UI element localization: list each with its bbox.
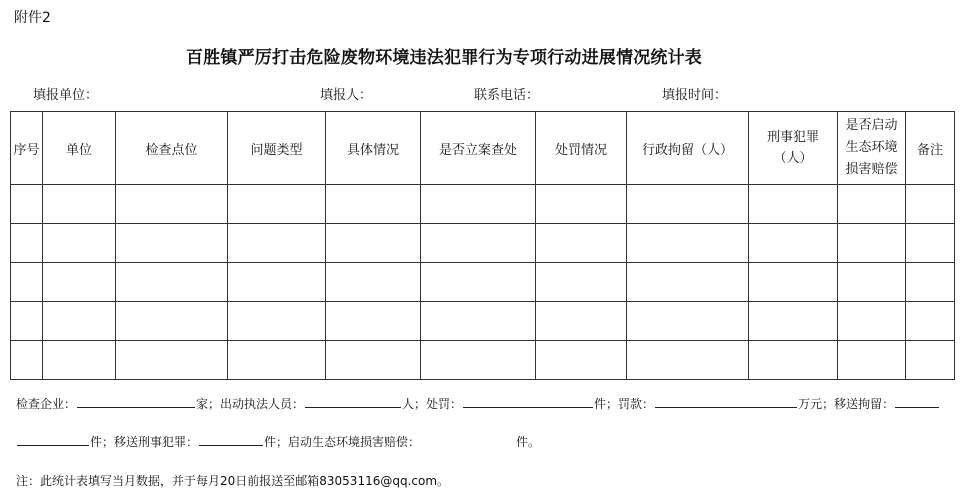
header-eco-line2: 生态环境 [845,140,898,155]
table-cell[interactable] [228,341,326,380]
table-cell[interactable] [749,263,838,302]
transfer-criminal-blank[interactable] [199,433,263,446]
table-cell[interactable] [228,185,326,224]
table-cell[interactable] [326,341,421,380]
table-cell[interactable] [11,224,43,263]
header-criminal-line1: 刑事犯罪 [766,130,819,145]
table-cell[interactable] [749,341,838,380]
table-cell[interactable] [838,302,906,341]
table-cell[interactable] [906,185,955,224]
footer-line-1 [16,395,940,412]
table-cell[interactable] [116,302,228,341]
table-cell[interactable] [749,224,838,263]
header-unit: 单位 [43,112,116,185]
eco-compensation-label: 件；启动生态环境损害赔偿： [264,435,421,449]
table-cell[interactable] [627,263,749,302]
table-cell[interactable] [838,341,906,380]
page-title: 百胜镇严厉打击危险废物环境违法犯罪行为专项行动进展情况统计表 [186,48,702,68]
table-cell[interactable] [11,341,43,380]
statistics-table [10,111,955,380]
header-problem-type: 问题类型 [228,112,326,185]
table-cell[interactable] [326,185,421,224]
transfer-detention-blank-cont[interactable] [17,433,89,446]
table-cell[interactable] [43,185,116,224]
table-cell[interactable] [11,263,43,302]
inspected-companies-label: 检查企业： [16,397,77,411]
enforcement-staff-blank[interactable] [305,395,401,408]
table-header-row [11,112,955,185]
fine-label: 件；罚款： [594,397,655,411]
table-cell[interactable] [326,302,421,341]
table-cell[interactable] [627,224,749,263]
table-cell[interactable] [906,263,955,302]
table-cell[interactable] [116,263,228,302]
header-inspection-point: 检查点位 [116,112,228,185]
table-cell[interactable] [421,185,536,224]
table-cell[interactable] [43,341,116,380]
header-details: 具体情况 [326,112,421,185]
header-case-filed: 是否立案查处 [421,112,536,185]
footer-line-2 [16,433,540,450]
table-row [11,302,955,341]
eco-compensation-unit: 件。 [516,435,541,449]
table-cell[interactable] [43,302,116,341]
attachment-label: 附件2 [14,10,51,26]
table-row [11,263,955,302]
inspected-companies-blank[interactable] [77,395,195,408]
header-remarks: 备注 [906,112,955,185]
table-cell[interactable] [838,263,906,302]
penalty-label: 人；处罚： [402,397,463,411]
fine-blank[interactable] [655,395,797,408]
table-cell[interactable] [43,224,116,263]
table-cell[interactable] [838,224,906,263]
table-cell[interactable] [116,224,228,263]
table-cell[interactable] [749,302,838,341]
unit-label: 填报单位： [33,88,99,103]
table-cell[interactable] [421,302,536,341]
table-cell[interactable] [906,341,955,380]
table-cell[interactable] [536,263,627,302]
table-cell[interactable] [11,185,43,224]
table-row [11,224,955,263]
transfer-criminal-label: 件；移送刑事犯罪： [90,435,199,449]
footer-note: 注：此统计表填写当月数据，并于每月20日前报送至邮箱83053116@qq.com。 [16,474,450,488]
table-cell[interactable] [906,224,955,263]
table-cell[interactable] [228,302,326,341]
transfer-detention-label: 万元；移送拘留： [798,397,895,411]
table-cell[interactable] [536,302,627,341]
table-cell[interactable] [536,224,627,263]
enforcement-staff-label: 家；出动执法人员： [196,397,305,411]
table-cell[interactable] [326,263,421,302]
table-cell[interactable] [43,263,116,302]
table-cell[interactable] [627,185,749,224]
table-row [11,185,955,224]
header-administrative-detention: 行政拘留（人） [627,112,749,185]
reporter-label: 填报人： [320,88,373,103]
header-serial: 序号 [11,112,43,185]
transfer-detention-blank[interactable] [895,395,939,408]
table-cell[interactable] [421,224,536,263]
table-cell[interactable] [11,302,43,341]
table-cell[interactable] [326,224,421,263]
report-time-label: 填报时间： [662,88,728,103]
table-cell[interactable] [627,341,749,380]
table-cell[interactable] [421,341,536,380]
table-cell[interactable] [421,263,536,302]
header-eco-line1: 是否启动 [845,118,898,133]
table-cell[interactable] [838,185,906,224]
phone-label: 联系电话： [474,88,540,103]
table-cell[interactable] [536,185,627,224]
table-cell[interactable] [627,302,749,341]
table-cell[interactable] [228,263,326,302]
table-cell[interactable] [228,224,326,263]
header-eco-line3: 损害赔偿 [845,162,898,177]
table-cell[interactable] [116,341,228,380]
table-row [11,341,955,380]
table-cell[interactable] [116,185,228,224]
table-cell[interactable] [749,185,838,224]
header-criminal-line2: （人） [773,151,813,166]
table-cell[interactable] [906,302,955,341]
header-penalty: 处罚情况 [536,112,627,185]
table-cell[interactable] [536,341,627,380]
header-eco-compensation [838,112,906,185]
header-criminal [749,112,838,185]
penalty-blank[interactable] [463,395,593,408]
